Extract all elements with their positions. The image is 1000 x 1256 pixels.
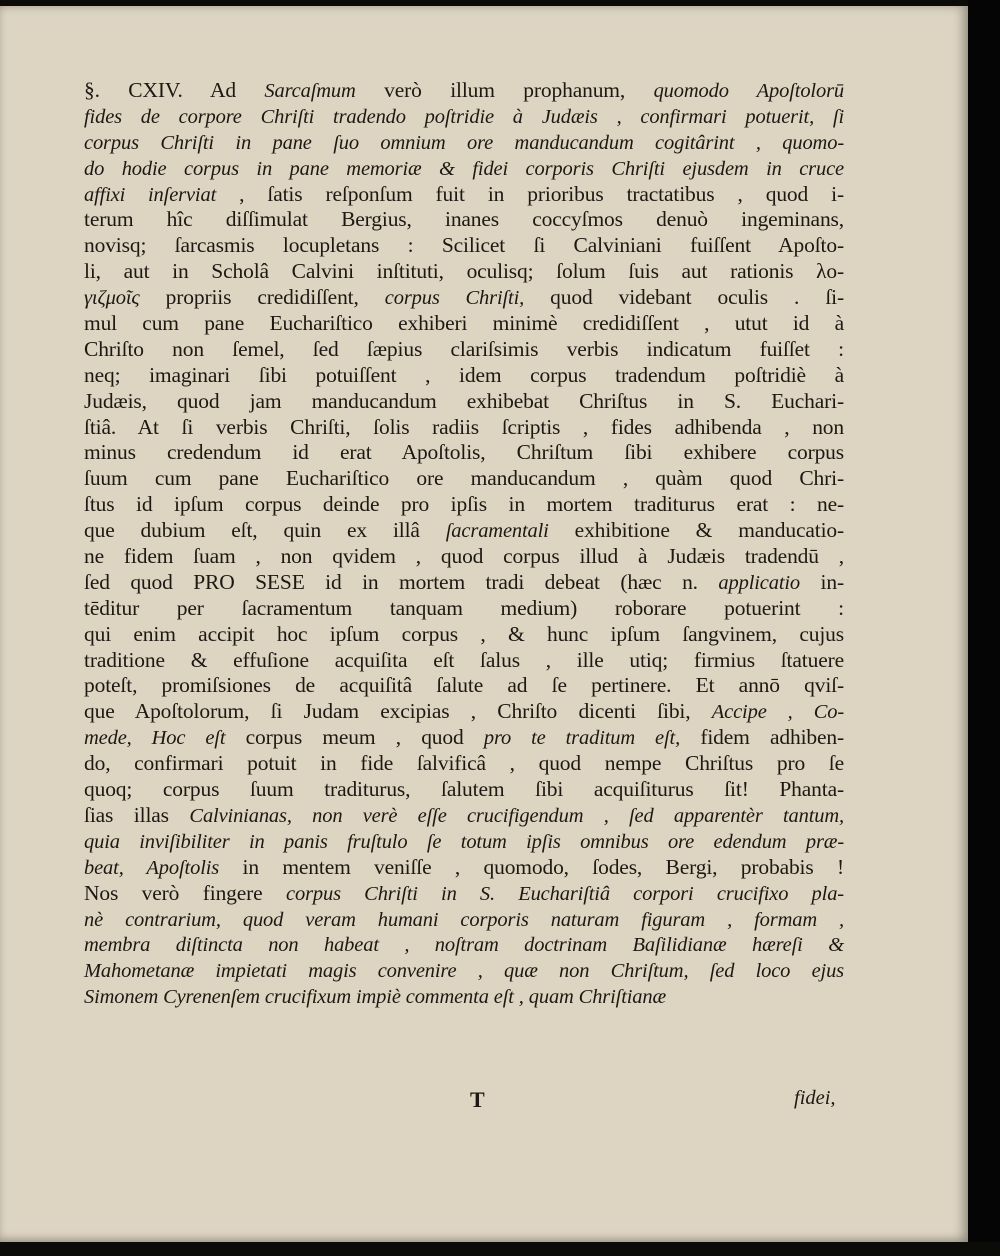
book-page	[0, 6, 968, 1242]
text-run: mul cum pane Euchariſtico exhiberi minimè credidiſſent , utut id à	[84, 311, 844, 336]
text-run: ſuum cum pane Euchariſtico ore manducandum , quàm quod Chri-	[84, 466, 844, 491]
text-line	[84, 958, 844, 984]
text-run: que dubium eſt, quin ex illâ	[84, 518, 446, 543]
text-line	[84, 285, 844, 311]
text-run: exhibitione & manducatio-	[548, 518, 845, 543]
italic-run: pro te traditum eſt,	[483, 727, 681, 750]
text-run: ſias illas	[84, 802, 190, 827]
page-text-block	[84, 78, 844, 1010]
text-line	[84, 337, 844, 363]
italic-run: Sarcaſmum	[264, 80, 356, 102]
italic-run: corpus Chriſti,	[384, 287, 525, 310]
text-run: propriis credidiſſent,	[139, 285, 385, 310]
text-line	[84, 881, 844, 907]
text-run: do, confirmari potuit in fide ſalvificâ , quod nempe Chriſtus pro ſe	[84, 751, 844, 776]
text-run: ſed quod PRO SESE id in mortem tradi debeat (hæc n.	[84, 569, 719, 594]
text-line	[84, 518, 844, 544]
scan-border-bottom	[0, 1242, 1000, 1256]
text-run: terum hîc diſſimulat Bergius, inanes coccyſmos denuò ingeminans,	[84, 207, 844, 232]
text-run: fidem adhiben-	[680, 725, 845, 750]
text-line	[84, 751, 844, 777]
italic-run: beat, Apoſtolis	[84, 856, 220, 879]
text-line	[84, 78, 844, 104]
text-line	[84, 415, 844, 441]
italic-run: applicatio	[718, 571, 801, 594]
text-run: Chriſto non ſemel, ſed ſæpius clariſsimis verbis indicatum fuiſſet :	[84, 336, 844, 361]
text-run: poteſt, promiſsiones de acquiſitâ ſalute ad ſe pertinere. Et annō qviſ-	[84, 673, 844, 698]
text-run: tēditur per ſacramentum tanquam medium) roborare potuerint :	[84, 595, 844, 620]
text-line	[84, 156, 844, 182]
catchword: fidei,	[794, 1087, 836, 1109]
text-run: que Apoſtolorum, ſi Judam excipias , Chriſto dicenti ſibi,	[84, 699, 712, 724]
text-run: ne fidem ſuam , non qvidem , quod corpus illud à Judæis tradendū ,	[84, 544, 844, 569]
italic-run: nè contrarium, quod veram humani corporis naturam figuram , formam ,	[84, 908, 844, 931]
text-line	[84, 622, 844, 648]
text-line	[84, 907, 844, 933]
text-line	[84, 803, 844, 829]
text-run: quoq; corpus ſuum traditurus, ſalutem ſibi acquiſiturus ſit! Phanta-	[84, 777, 844, 802]
text-line	[84, 492, 844, 518]
text-run: in-	[800, 569, 844, 594]
text-line	[84, 855, 844, 881]
text-line	[84, 311, 844, 337]
italic-run: do hodie corpus in pane memoriæ & fidei corporis Chriſti ejusdem in cruce	[84, 157, 844, 180]
text-line	[84, 363, 844, 389]
italic-run: Calvinianas, non verè eſſe crucifigendum , ſed apparentèr tantum,	[189, 804, 844, 827]
text-line	[84, 233, 844, 259]
text-run: quod videbant oculis . ſi-	[524, 285, 844, 310]
text-line	[84, 466, 844, 492]
text-run: li, aut in Scholâ Calvini inſtituti, oculisq; ſolum ſuis aut rationis λο-	[84, 259, 844, 284]
text-line	[84, 648, 844, 674]
text-line	[84, 104, 844, 130]
text-run: ſtiâ. At ſi verbis Chriſti, ſolis radiis ſcriptis , fides adhibenda , non	[84, 414, 844, 439]
text-run: Judæis, quod jam manducandum exhibebat Chriſtus in S. Euchari-	[84, 388, 844, 413]
text-line	[84, 259, 844, 285]
text-run: , ſatis reſponſum fuit in prioribus tractatibus , quod i-	[216, 181, 844, 206]
signature-mark: T	[470, 1087, 485, 1112]
text-run: ſtus id ipſum corpus deinde pro ipſis in mortem traditurus erat : ne-	[84, 492, 844, 517]
text-line	[84, 440, 844, 466]
text-line	[84, 984, 844, 1010]
text-line	[84, 699, 844, 725]
text-run: verò illum prophanum,	[355, 78, 654, 102]
text-run: neq; imaginari ſibi potuiſſent , idem corpus tradendum poſtridiè à	[84, 362, 844, 387]
text-line	[84, 207, 844, 233]
text-run: Nos verò fingere	[84, 880, 287, 905]
italic-run: membra diſtincta non habeat , noſtram doctrinam Baſilidianæ hæreſi &	[84, 934, 844, 957]
italic-run: mede, Hoc eſt	[84, 727, 226, 750]
text-line	[84, 570, 844, 596]
text-line	[84, 725, 844, 751]
italic-run: fides de corpore Chriſti tradendo poſtridie à Judæis , confirmari potuerit, ſi	[84, 105, 844, 128]
text-line	[84, 544, 844, 570]
text-line	[84, 182, 844, 208]
text-line	[84, 389, 844, 415]
italic-run: corpus Chriſti in pane ſuo omnium ore manducandum cogitârint , quomo-	[84, 131, 844, 154]
text-line	[84, 130, 844, 156]
text-line	[84, 596, 844, 622]
text-run: minus credendum id erat Apoſtolis, Chriſtum ſibi exhibere corpus	[84, 440, 844, 465]
italic-run: quia inviſibiliter in panis fruſtulo ſe totum ipſis omnibus ore edendum præ-	[84, 830, 844, 853]
italic-run: quomodo Apoſtolorū	[653, 80, 845, 102]
italic-run: ſacramentali	[445, 520, 549, 543]
italic-run: affixi inſerviat	[84, 183, 217, 206]
text-run: §. CXIV. Ad	[84, 78, 265, 102]
text-run: novisq; ſarcasmis locupletans : Scilicet ſi Calviniani fuiſſent Apoſto-	[84, 233, 844, 258]
text-run: corpus meum , quod	[225, 725, 484, 750]
text-line	[84, 777, 844, 803]
text-line	[84, 829, 844, 855]
text-line	[84, 932, 844, 958]
text-run: traditione & effuſione acquiſita eſt ſalus , ille utiq; firmius ſtatuere	[84, 647, 844, 672]
italic-run: Simonem Cyrenenſem crucifixum impiè commenta eſt , quam Chriſtianæ	[84, 986, 667, 1009]
italic-run: Mahometanæ impietati magis convenire , quæ non Chriſtum, ſed loco ejus	[84, 960, 844, 983]
italic-run: Accipe , Co-	[711, 701, 844, 724]
text-run: in mentem veniſſe , quomodo, ſodes, Bergi, probabis !	[219, 854, 844, 879]
text-line	[84, 673, 844, 699]
italic-run: γιζμοῖς	[84, 287, 140, 310]
text-run: qui enim accipit hoc ipſum corpus , & hunc ipſum ſangvinem, cujus	[84, 621, 844, 646]
scan-border-right	[968, 0, 1000, 1256]
italic-run: corpus Chriſti in S. Euchariſtiâ corpori crucifixo pla-	[286, 882, 844, 905]
